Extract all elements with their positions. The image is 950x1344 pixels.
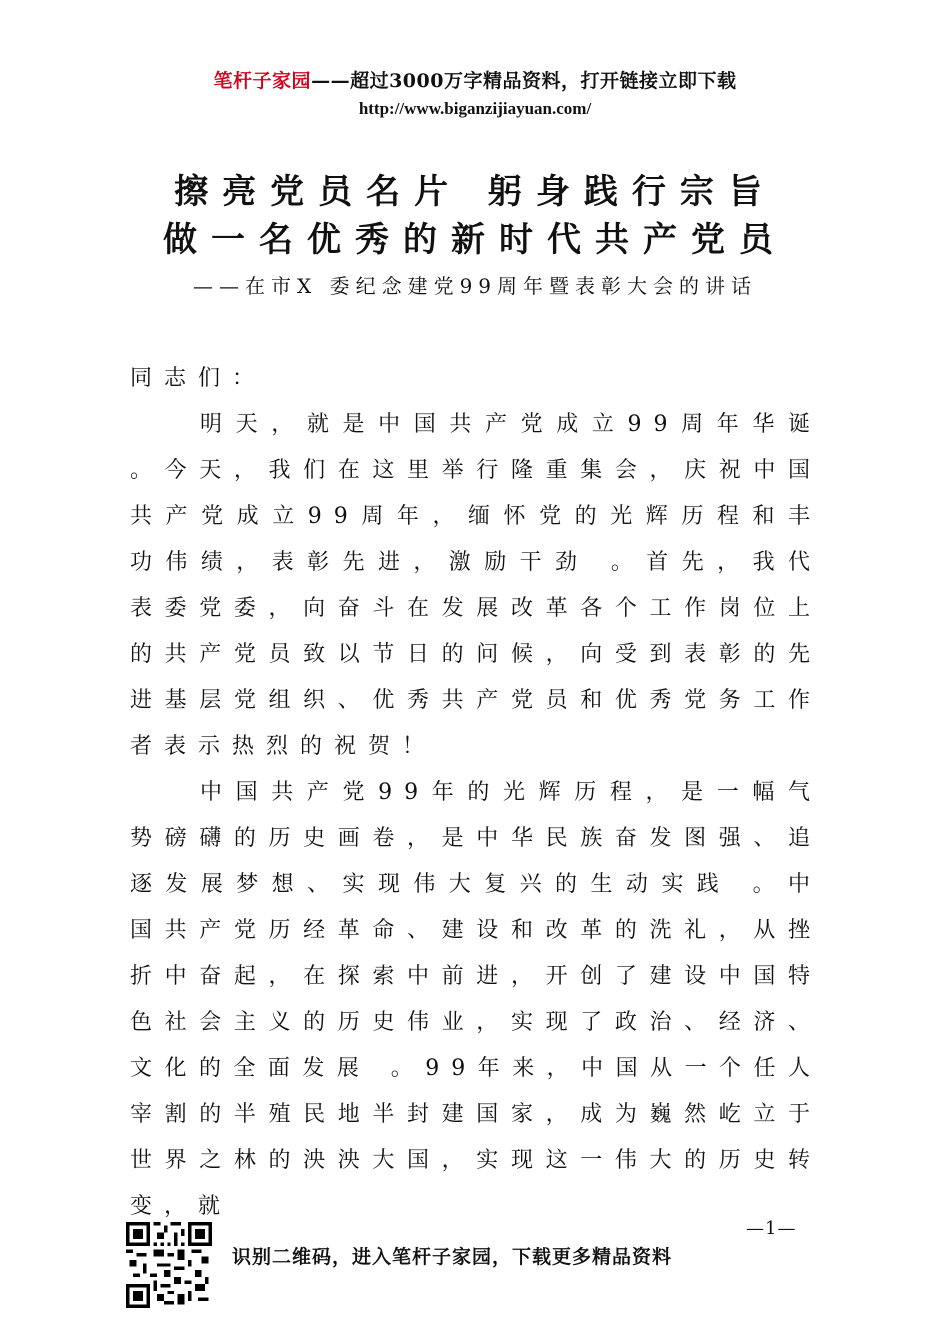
title-line-2: 做一名优秀的新时代共产党员 — [163, 220, 787, 260]
brand-name[interactable]: 笔杆子家园 — [213, 70, 312, 92]
footer-caption: 识别二维码，进入笔杆子家园，下载更多精品资料 — [232, 1246, 673, 1268]
page-header — [0, 66, 950, 119]
page-number: —1— — [746, 1218, 797, 1239]
document-subtitle: ——在市X 委纪念建党99周年暨表彰大会的讲话 — [192, 274, 758, 298]
header-url-link[interactable]: http://www.biganzijiayuan.com/ — [358, 99, 592, 118]
speech-body — [130, 356, 822, 1230]
salutation: 同志们： — [130, 366, 267, 391]
title-line-1: 擦亮党员名片 躬身践行宗旨 — [174, 172, 776, 212]
qr-code-icon[interactable] — [126, 1222, 212, 1308]
header-tagline: ——超过3000万字精品资料，打开链接立即下载 — [311, 70, 737, 92]
document-title — [0, 168, 950, 299]
header-promo — [0, 66, 950, 93]
paragraph-1: 明天，就是中国共产党成立99周年华诞 。今天，我们在这里举行隆重集会，庆祝中国共产党成立99周年，缅怀党的光辉历程和丰功伟绩，表彰先进，激励干劲 。首先，我代表委党委，向奋斗在发展改革各个工作岗位上的共产党员致以节日的问候，向受到表彰的先进基层党组织、优秀共产党员和优秀党务工作者表示热烈的祝贺！ — [130, 412, 822, 759]
paragraph-2: 中国共产党99年的光辉历程，是一幅气势磅礴的历史画卷，是中华民族奋发图强、追逐发展梦想、实现伟大复兴的生动实践 。中国共产党历经革命、建设和改革的洗礼，从挫折中奋起，在探索中前进，开创了建设中国特色社会主义的历史伟业，实现了政治、经济、文化的全面发展 。99年来，中国从一个任人宰割的半殖民地半封建国家，成为巍然屹立于世界之林的泱泱大国，实现这一伟大的历史转变，就 — [130, 780, 822, 1219]
